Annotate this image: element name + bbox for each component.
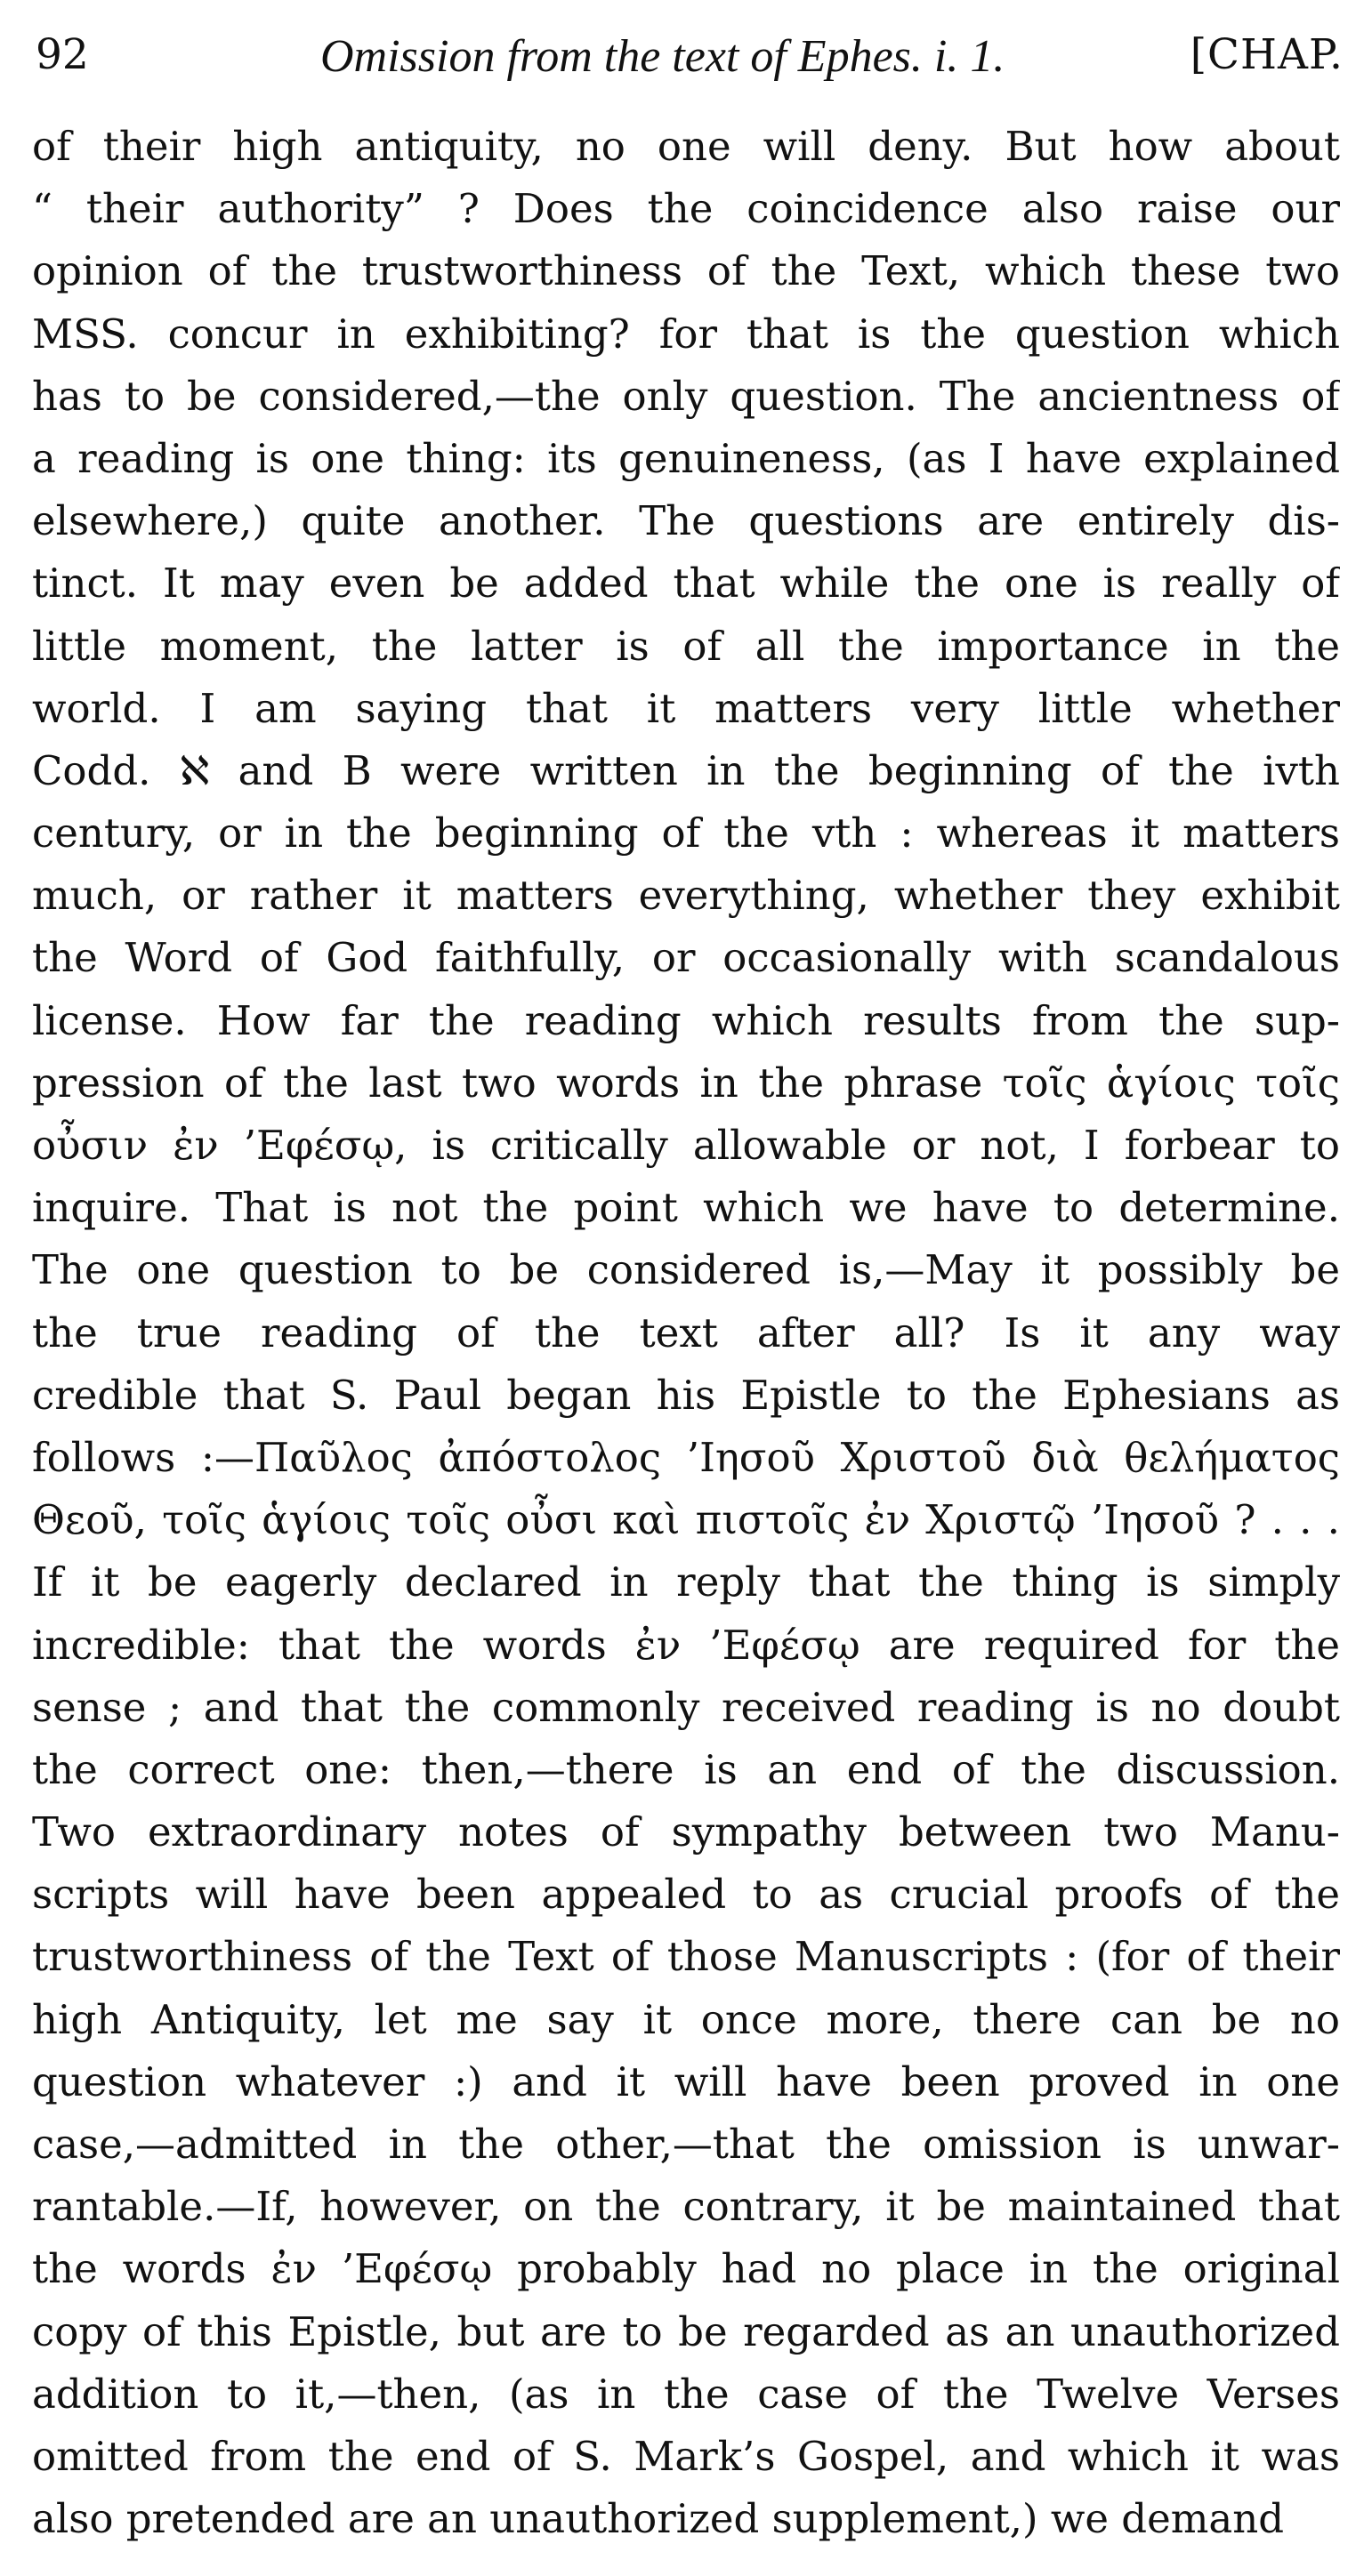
text-line: century, or in the beginning of the vth : whereas it matters [32,809,1340,857]
running-head [36,30,1344,101]
text-line: οὖσιν ἐν ’Εφέσῳ, is critically allowable or not, I forbear to [32,1122,1340,1169]
text-line: the Word of God faithfully, or occasionally with scandalous [32,934,1340,982]
text-line: much, or rather it matters everything, whether they exhibit [32,872,1340,920]
text-line: pression of the last two words in the phrase τοῖς ἁγίοις τοῖς [32,1059,1340,1107]
text-line: inquire. That is not the point which we have to determine. [32,1184,1340,1232]
text-line: elsewhere,) quite another. The questions are entirely dis- [32,497,1340,545]
text-line: rantable.—If, however, on the contrary, it be maintained that [32,2183,1340,2231]
text-line: sense ; and that the commonly received reading is no doubt [32,1683,1340,1731]
text-line: question whatever :) and it will have been proved in one [32,2057,1340,2105]
text-line: scripts will have been appealed to as crucial proofs of the [32,1871,1340,1919]
body-text [32,116,1340,2550]
text-line: trustworthiness of the Text of those Manuscripts : (for of their [32,1933,1340,1981]
text-line: The one question to be considered is,—May it possibly be [32,1246,1340,1294]
text-line: license. How far the reading which results from the sup- [32,996,1340,1044]
text-line: MSS. concur in exhibiting? for that is the question which [32,310,1340,358]
text-line: high Antiquity, let me say it once more, there can be no [32,1995,1340,2043]
text-line: credible that S. Paul began his Epistle to the Ephesians as [32,1371,1340,1419]
text-line: addition to it,—then, (as in the case of the Twelve Verses [32,2370,1340,2418]
text-line: tinct. It may even be added that while the one is really of [32,559,1340,608]
text-line: also pretended are an unauthorized supplement,) we demand [32,2495,1284,2543]
chapter-label: [CHAP. [1190,30,1344,79]
page-number: 92 [36,30,89,79]
text-line: omitted from the end of S. Mark’s Gospel, and which it was [32,2432,1340,2480]
text-line: the true reading of the text after all? Is it any way [32,1308,1340,1356]
text-line: has to be considered,—the only question. The ancientness of [32,372,1340,420]
running-title: Omission from the text of Ephes. i. 1. [320,31,1005,82]
text-line: little moment, the latter is of all the importance in the [32,622,1340,670]
text-line: Θεοῦ, τοῖς ἁγίοις τοῖς οὖσι καὶ πιστοῖς ἐν Χριστῷ ’Ιησοῦ ? . . . [32,1496,1340,1544]
text-line: of their high antiquity, no one will deny. But how about [32,123,1340,170]
text-line: “ their authority” ? Does the coincidence also raise our [32,185,1340,233]
text-line: a reading is one thing: its genuineness, (as I have explained [32,434,1340,482]
text-line: Codd. ℵ and B were written in the beginning of the ivth [32,746,1340,794]
text-line: incredible: that the words ἐν ’Εφέσῳ are required for the [32,1621,1340,1669]
text-line: the correct one: then,—there is an end of the discussion. [32,1745,1340,1793]
text-line: copy of this Epistle, but are to be regarded as an unauthorized [32,2307,1340,2355]
text-line: the words ἐν ’Εφέσῳ probably had no place in the original [32,2245,1340,2293]
text-line: Two extraordinary notes of sympathy between two Manu- [32,1808,1340,1856]
text-line: world. I am saying that it matters very little whether [32,684,1340,732]
text-line: If it be eagerly declared in reply that the thing is simply [32,1558,1340,1606]
text-line: case,—admitted in the other,—that the omission is unwar- [32,2121,1340,2168]
text-line: opinion of the trustworthiness of the Text, which these two [32,247,1340,295]
text-line: follows :—Παῦλος ἀπόστολος ’Ιησοῦ Χριστοῦ διὰ θελήματος [32,1433,1340,1481]
